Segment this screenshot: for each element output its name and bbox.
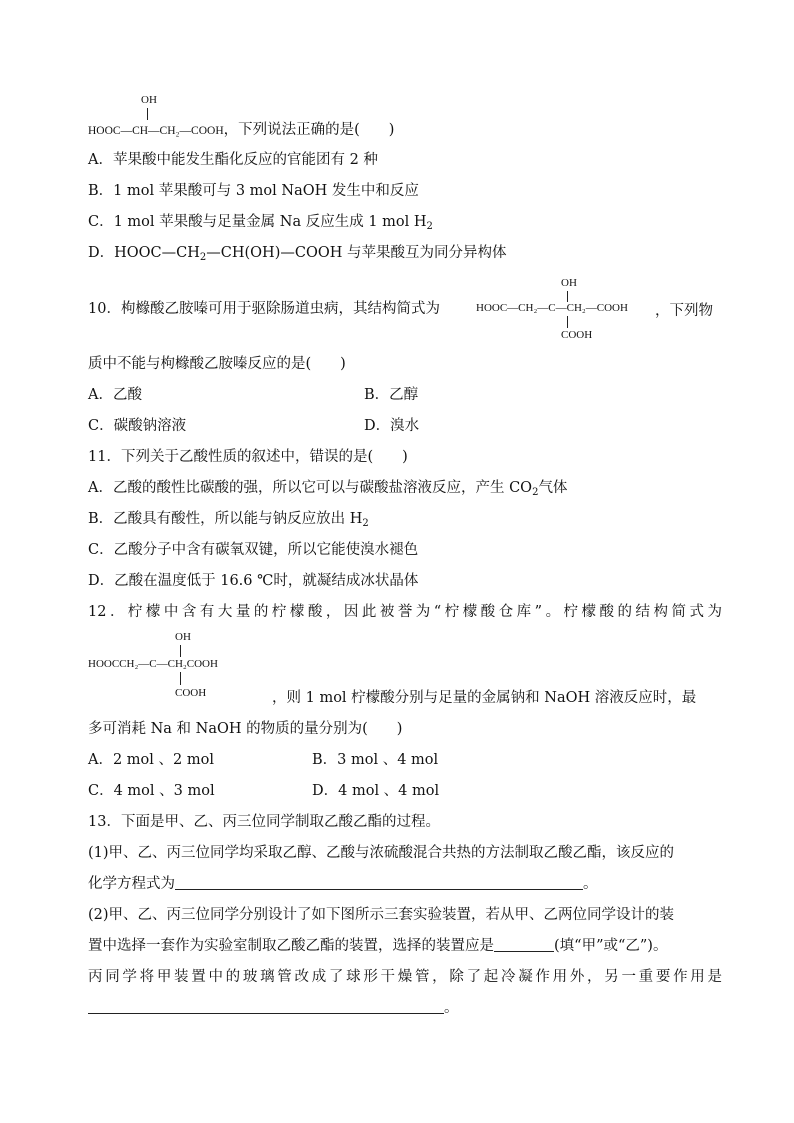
q13-part1-line2-text: 化学方程式为 (88, 876, 175, 892)
q12-struct-main: HOOCCH₂—C—CH₂COOH (88, 658, 218, 670)
q9-struct-bond (147, 108, 148, 120)
q9-option-a: A．苹果酸中能发生酯化反应的官能团有 2 种 (88, 152, 378, 168)
q13-part2-line4 (88, 998, 722, 1018)
q9-option-d (88, 243, 722, 263)
q12-options-row2 (88, 781, 722, 801)
q13-part2-choice-blank[interactable] (494, 936, 554, 952)
q12-stem-line2 (272, 688, 722, 708)
q12-stem-line1: 12．柠檬中含有大量的柠檬酸，因此被誉为“柠檬酸仓库”。柠檬酸的结构简式为 (88, 604, 722, 620)
q13-part2-answer-blank[interactable] (88, 998, 444, 1014)
q10-option-a: A．乙酸 (88, 387, 142, 403)
q12-option-b: B．3 mol 、4 mol (312, 752, 439, 768)
q10-options-row2 (88, 416, 722, 436)
q11-option-a-text-end: 气体 (538, 480, 568, 496)
q13-part2-line4-end: 。 (444, 1000, 459, 1016)
q11-stem: 11．下列关于乙酸性质的叙述中，错误的是( ) (88, 449, 408, 465)
q9-stem-text: ，下列说法正确的是( ) (223, 122, 395, 138)
q9-struct-main: HOOC—CH—CH₂—COOH (88, 125, 224, 137)
q10-struct-main: HOOC—CH₂—C—CH₂—COOH (476, 302, 628, 314)
q10-struct-bond-up (567, 291, 568, 302)
q11-option-a (88, 478, 722, 498)
q12-stem-line2-text: ，则 1 mol 柠檬酸分别与足量的金属钠和 NaOH 溶液反应时，最 (272, 690, 697, 706)
q12-stem-line3: 多可消耗 Na 和 NaOH 的物质的量分别为( ) (88, 721, 403, 737)
q13-part1-line2 (88, 874, 722, 894)
q12-option-d: D．4 mol 、4 mol (312, 783, 440, 799)
q13-part1-line2-end: 。 (583, 876, 598, 892)
q9-option-d-text-end: —CH(OH)—COOH 与苹果酸互为同分异构体 (206, 245, 507, 261)
q9-stem (88, 120, 722, 141)
q10-struct-bond-down (567, 316, 568, 328)
q9-option-c-sub: 2 (426, 221, 433, 232)
q10-option-d: D．溴水 (364, 418, 420, 434)
q13-part2-line3: 丙同学将甲装置中的玻璃管改成了球形干燥管，除了起冷凝作用外，另一重要作用是 (88, 969, 722, 985)
q12-option-c: C．4 mol 、3 mol (88, 783, 215, 799)
q10-options-row1 (88, 385, 722, 405)
q10-stem-start: 10．枸橼酸乙胺嗪可用于驱除肠道虫病，其结构简式为 (88, 301, 440, 317)
q13-part1-answer-blank[interactable] (175, 874, 583, 890)
q11-option-a-sub: 2 (532, 487, 539, 498)
q10-stem-line2: 质中不能与枸橼酸乙胺嗪反应的是( ) (88, 356, 346, 372)
q11-option-a-text: A．乙酸的酸性比碳酸的强，所以它可以与碳酸盐溶液反应，产生 CO (88, 480, 533, 496)
q13-part2-line1: (2)甲、乙、丙三位同学分别设计了如下图所示三套实验装置，若从甲、乙两位同学设计的装 (88, 907, 675, 923)
q11-option-b (88, 509, 722, 529)
q13-stem: 13．下面是甲、乙、丙三位同学制取乙酸乙酯的过程。 (88, 814, 440, 830)
q10-stem-end: ，下列物 (655, 303, 713, 319)
q10-struct-oh: OH (561, 277, 577, 289)
q10-option-c: C．碳酸钠溶液 (88, 418, 187, 434)
q12-struct-oh: OH (175, 631, 191, 643)
q12-option-a: A．2 mol 、2 mol (88, 752, 214, 768)
q12-struct-bond-down (180, 672, 181, 685)
q13-part2-line2-end: (填“甲”或“乙”)。 (554, 938, 668, 954)
q9-option-c (88, 212, 722, 232)
q12-options-row1 (88, 750, 722, 770)
q12-struct-bond-up (180, 645, 181, 657)
q13-part2-line2 (88, 936, 722, 956)
q10-option-b: B．乙醇 (364, 387, 419, 403)
q11-option-b-text: B．乙酸具有酸性，所以能与钠反应放出 H (88, 511, 363, 527)
q13-part1-line1: (1)甲、乙、丙三位同学均采取乙醇、乙酸与浓硫酸混合共热的方法制取乙酸乙酯，该反应的 (88, 845, 675, 861)
q10-struct-cooh: COOH (561, 329, 593, 341)
q9-option-d-text: D．HOOC—CH (88, 245, 200, 261)
q11-option-b-sub: 2 (362, 518, 369, 529)
q9-option-d-sub: 2 (199, 252, 207, 263)
q11-option-c: C．乙酸分子中含有碳氧双键，所以它能使溴水褪色 (88, 542, 419, 558)
q9-option-c-text: C．1 mol 苹果酸与足量金属 Na 反应生成 1 mol H (88, 214, 427, 230)
q13-part2-line2-text: 置中选择一套作为实验室制取乙酸乙酯的装置，选择的装置应是 (88, 938, 494, 954)
q12-struct-cooh: COOH (175, 687, 207, 699)
q9-option-b: B．1 mol 苹果酸可与 3 mol NaOH 发生中和反应 (88, 183, 419, 199)
q11-option-d: D．乙酸在温度低于 16.6 ℃时，就凝结成冰状晶体 (88, 573, 419, 589)
q9-struct-oh: OH (141, 94, 157, 106)
